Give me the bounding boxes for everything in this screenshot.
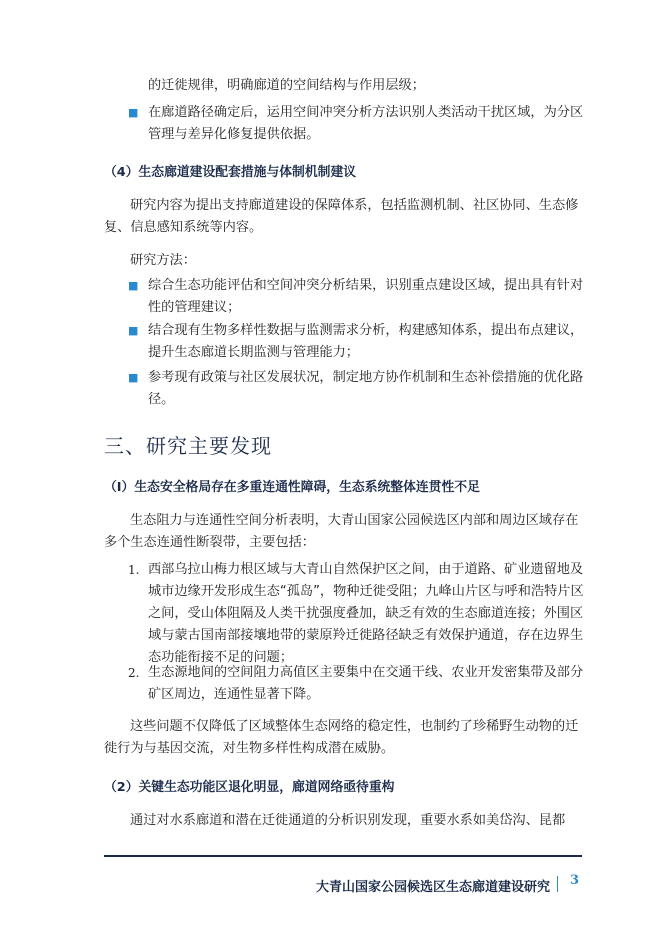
paragraph: 这些问题不仅降低了区域整体生态网络的稳定性，也制约了珍稀野生动物的迁徙行为与基因交流，对生物多样性构成潜在威胁。 <box>104 719 579 756</box>
item-number: 1. <box>128 563 140 577</box>
list-item-text: 在廊道路径确定后，运用空间冲突分析方法识别人类活动干扰区域，为分区管理与差异化修复提供依据。 <box>148 105 584 142</box>
methods-label: 研究方法： <box>130 253 196 268</box>
bullet-square-icon: ■ <box>128 106 139 119</box>
footer-title: 大青山国家公园候选区生态廊道建设研究 <box>315 880 550 895</box>
bullet-square-icon: ■ <box>128 279 139 292</box>
continuation-text: 的迁徙规律，明确廊道的空间结构与作用层级； <box>148 78 425 93</box>
sub-heading-4: （4）生态廊道建设配套措施与体制机制建议 <box>104 165 357 180</box>
numbered-item-text: 西部乌拉山梅力根区域与大青山自然保护区之间，由于道路、矿业遗留地及城市边缘开发形成生态“孤岛”，物种迁徙受阻；九峰山片区与呼和浩特片区之间，受山体阻隔及人类干扰强度叠加，缺乏有效的生态廊道连接；外围区域与蒙古国南部接壤地带的蒙原羚迁徙路径缺乏有效保护通道，存在边界生态功能衔接不足的问题； <box>148 562 584 665</box>
item-number: 2. <box>128 666 140 680</box>
numbered-item-text: 生态源地间的空间阻力高值区主要集中在交通干线、农业开发密集带及部分矿区周边，连通性显著下降。 <box>148 665 584 702</box>
bullet-square-icon: ■ <box>128 324 139 337</box>
page-number: 3 <box>570 873 580 888</box>
finding-1-heading: （I）生态安全格局存在多重连通性障碍，生态系统整体连贯性不足 <box>104 480 480 495</box>
list-item-text: 结合现有生物多样性数据与监测需求分析，构建感知体系，提出布点建议，提升生态廊道长期监测与管理能力； <box>148 323 584 360</box>
section-title: 三、研究主要发现 <box>104 434 272 458</box>
paragraph: 研究内容为提出支持廊道建设的保障体系，包括监测机制、社区协同、生态修复、信息感知系统等内容。 <box>104 198 579 235</box>
finding-2-heading: （2）关键生态功能区退化明显，廊道网络亟待重构 <box>104 780 395 795</box>
list-item-text: 参考现有政策与社区发展状况，制定地方协作机制和生态补偿措施的优化路径。 <box>148 370 584 407</box>
paragraph: 通过对水系廊道和潜在迁徙通道的分析识别发现，重要水系如美岱沟、昆都 <box>130 813 566 828</box>
footer-separator <box>557 876 558 892</box>
footer-divider <box>104 855 582 857</box>
list-item-text: 综合生态功能评估和空间冲突分析结果，识别重点建设区域，提出具有针对性的管理建议； <box>148 278 584 315</box>
paragraph: 生态阻力与连通性空间分析表明，大青山国家公园候选区内部和周边区域存在多个生态连通性断裂带，主要包括： <box>104 513 579 550</box>
bullet-square-icon: ■ <box>128 371 139 384</box>
